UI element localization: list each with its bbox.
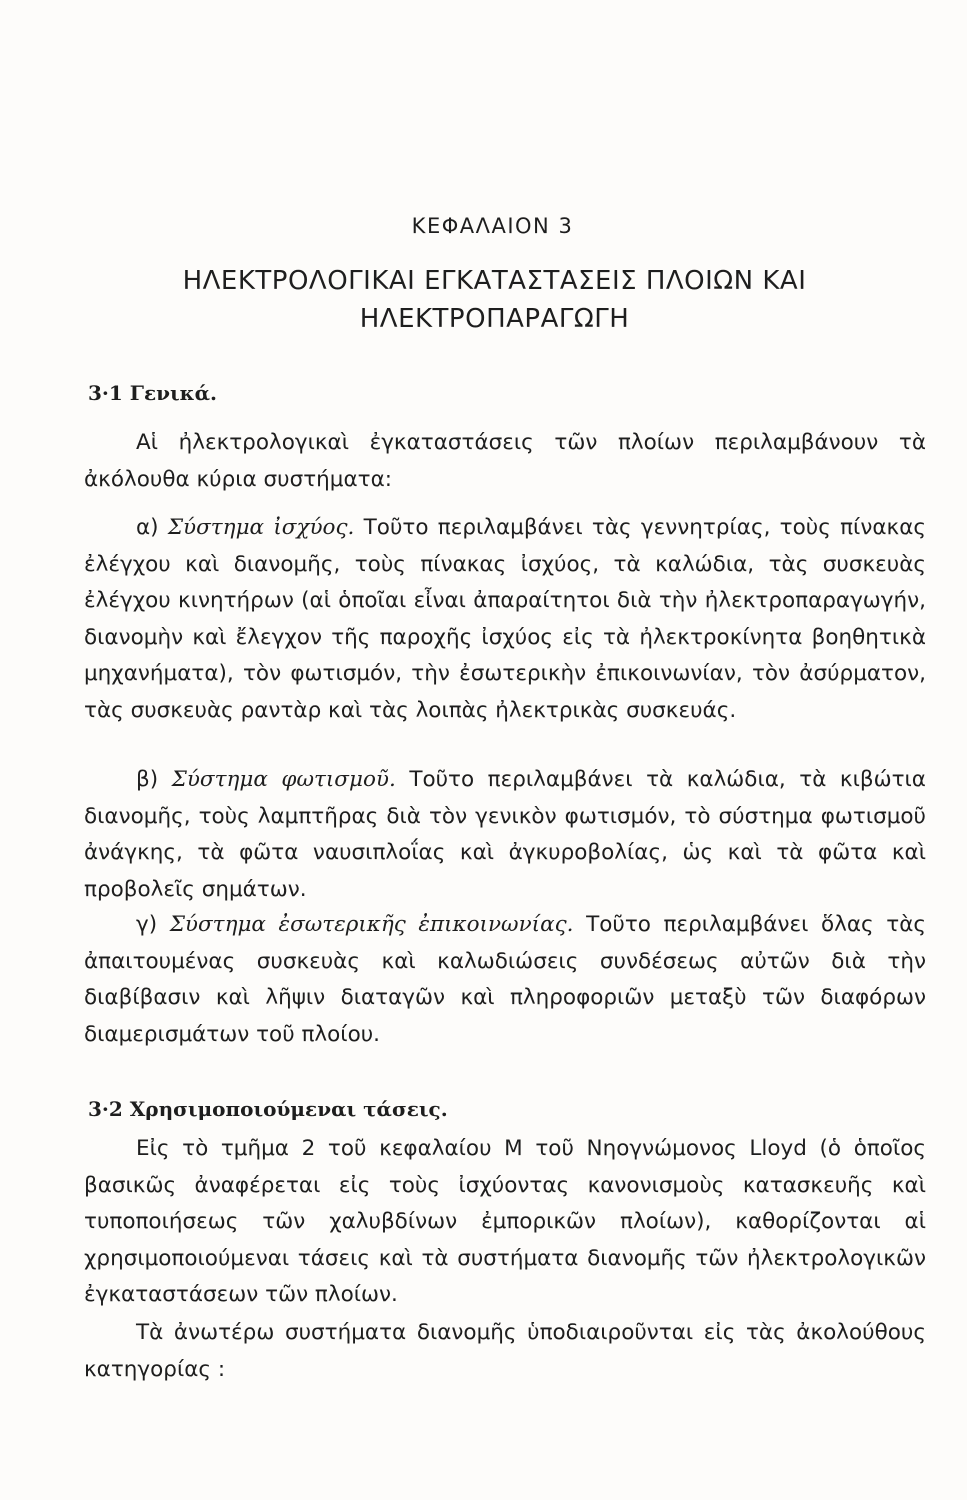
item-text: Τοῦτο περιλαμβάνει ὅλας τὰς ἀπαιτουμένας συσκευὰς καὶ καλωδιώσεις συνδέσεως αὐτῶν διὰ τὴν διαβίβασιν καὶ λῆψιν διαταγῶν καὶ πληροφοριῶν μεταξὺ τῶν διαφόρων διαμερισμάτων τοῦ πλοίου. [84, 912, 926, 1047]
item-power-system [84, 510, 926, 729]
chapter-title-line-1: ΗΛΕΚΤΡΟΛΟΓΙΚΑΙ ΕΓΚΑΤΑΣΤΑΣΕΙΣ ΠΛΟΙΩΝ ΚΑΙ [182, 266, 807, 296]
section-heading-general: 3·1 Γενικά. [88, 381, 218, 405]
paragraph-text: Τὰ ἀνωτέρω συστήματα διανομῆς ὑποδιαιροῦνται εἰς τὰς ἀκολούθους κατηγορίας : [84, 1320, 926, 1382]
item-term: Σύστημα ἰσχύος. [167, 515, 355, 540]
item-lighting-system [84, 762, 926, 908]
intro-paragraph [84, 425, 926, 498]
item-term: Σύστημα φωτισμοῦ. [171, 767, 396, 792]
item-marker: γ) [136, 912, 158, 937]
chapter-title [0, 262, 967, 338]
chapter-title-line-2: ΗΛΕΚΤΡΟΠΑΡΑΓΩΓΗ [359, 304, 630, 334]
item-marker: β) [136, 767, 159, 792]
item-marker: α) [136, 515, 159, 540]
voltages-paragraph-1 [84, 1131, 926, 1314]
intro-text: Αἱ ἠλεκτρολογικαὶ ἐγκαταστάσεις τῶν πλοίων περιλαμβάνουν τὰ ἀκόλουθα κύρια συστήματα: [84, 430, 926, 492]
paragraph-text: Εἰς τὸ τμῆμα 2 τοῦ κεφαλαίου Μ τοῦ Νηογνώμονος Lloyd (ὁ ὁποῖος βασικῶς ἀναφέρεται εἰς τοὺς ἰσχύοντας κανονισμοὺς κατασκευῆς καὶ τυποποιήσεως τῶν χαλυβδίνων ἐμπορικῶν πλοίων), καθορίζονται αἱ χρησιμοποιούμεναι τάσεις καὶ τὰ συστήματα διανομῆς τῶν ἠλεκτρολογικῶν ἐγκαταστάσεων τῶν πλοίων. [84, 1136, 926, 1307]
item-text: Τοῦτο περιλαμβάνει τὰς γεννητρίας, τοὺς πίνακας ἐλέγχου καὶ διανομῆς, τοὺς πίνακας ἰσχύος, τὰ καλώδια, τὰς συσκευὰς ἐλέγχου κινητήρων (αἱ ὁποῖαι εἶναι ἀπαραίτητοι διὰ τὴν ἠλεκτροπαραγωγήν, διανομὴν καὶ ἔλεγχον τῆς παροχῆς ἰσχύος εἰς τὰ ἠλεκτροκίνητα βοηθητικὰ μηχανήματα), τὸν φωτισμόν, τὴν ἐσωτερικὴν ἐπικοινωνίαν, τὸν ἀσύρματον, τὰς συσκευὰς ραντὰρ καὶ τὰς λοιπὰς ἠλεκτρικὰς συσκευάς. [84, 515, 926, 723]
chapter-label: ΚΕΦΑΛΑΙΟΝ 3 [411, 214, 574, 238]
item-internal-communication [84, 907, 926, 1053]
item-text: Τοῦτο περιλαμβάνει τὰ καλώδια, τὰ κιβώτια διανομῆς, τοὺς λαμπτῆρας διὰ τὸν γενικὸν φωτισμόν, τὸ σύστημα φωτισμοῦ ἀνάγκης, τὰ φῶτα ναυσιπλοΐας καὶ ἀγκυροβολίας, ὡς καὶ τὰ φῶτα καὶ προβολεῖς σημάτων. [84, 767, 926, 902]
section-heading-voltages: 3·2 Χρησιμοποιούμεναι τάσεις. [88, 1097, 448, 1121]
voltages-paragraph-2 [84, 1315, 926, 1388]
item-term: Σύστημα ἐσωτερικῆς ἐπικοινωνίας. [169, 912, 574, 937]
